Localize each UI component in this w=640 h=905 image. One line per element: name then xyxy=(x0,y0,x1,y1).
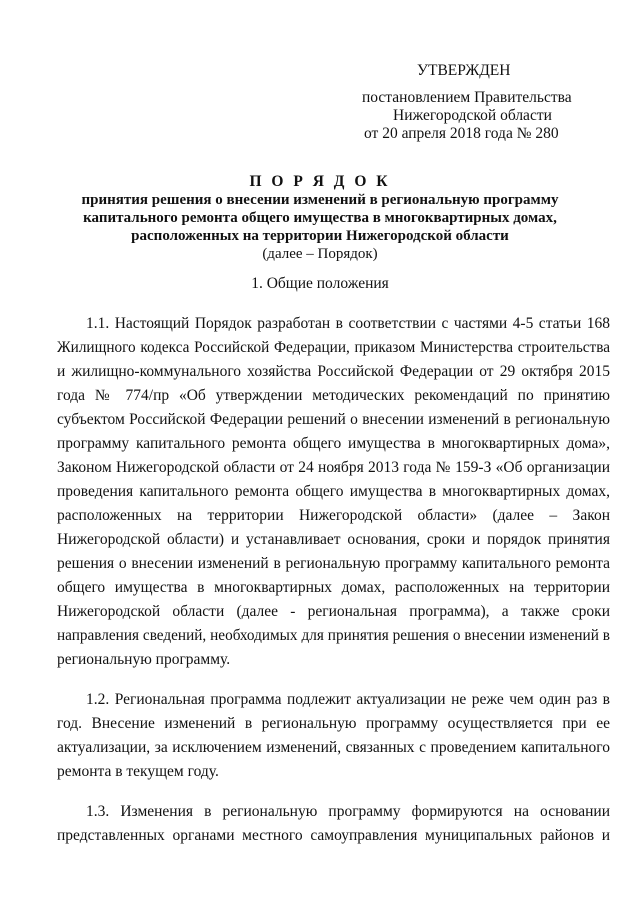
document-subtitle-line: принятия решения о внесении изменений в региональную программу xyxy=(81,192,559,208)
paragraph-line: направления сведений, необходимых для принятия решения о внесении изменений в xyxy=(57,627,610,644)
document-short-name: (далее – Порядок) xyxy=(262,246,378,262)
paragraph-line: ремонта в текущем году. xyxy=(57,763,219,780)
approval-line: Нижегородской области xyxy=(393,107,552,124)
paragraph-line: Законом Нижегородской области от 24 ноября 2013 года № 159-З «Об организации xyxy=(57,459,610,476)
paragraph-line: субъектом Российской Федерации решений о внесении изменений в региональную xyxy=(57,411,610,428)
approval-heading: УТВЕРЖДЕН xyxy=(417,62,511,79)
paragraph-line: 1.1. Настоящий Порядок разработан в соответствии с частями 4-5 статьи 168 xyxy=(86,315,610,332)
paragraph-line: года № 774/пр «Об утверждении методических рекомендаций по принятию xyxy=(57,387,610,404)
paragraph-line: расположенных на территории Нижегородской области» (далее – Закон xyxy=(57,507,610,524)
paragraph-line: Нижегородской области) и устанавливает основания, сроки и порядок принятия xyxy=(57,531,610,548)
paragraph-line: 1.3. Изменения в региональную программу формируются на основании xyxy=(86,803,610,820)
paragraph-line: программу капитального ремонта общего имущества в многоквартирных дома», xyxy=(57,435,610,452)
paragraph-line: год. Внесение изменений в региональную программу осуществляется при ее xyxy=(57,715,610,732)
paragraph-line: представленных органами местного самоуправления муниципальных районов и xyxy=(57,827,610,844)
approval-line: постановлением Правительства xyxy=(362,89,572,106)
paragraph-line: проведения капитального ремонта общего имущества в многоквартирных домах, xyxy=(57,483,610,500)
document-subtitle-line: расположенных на территории Нижегородской области xyxy=(131,228,509,244)
paragraph-line: 1.2. Региональная программа подлежит актуализации не реже чем один раз в xyxy=(86,691,610,708)
document-title: П О Р Я Д О К xyxy=(249,173,391,190)
paragraph-line: Нижегородской области (далее - региональная программа), а также сроки xyxy=(57,603,610,620)
paragraph-line: и жилищно-коммунального хозяйства Российской Федерации от 29 октября 2015 xyxy=(57,363,610,380)
paragraph-line: Жилищного кодекса Российской Федерации, приказом Министерства строительства xyxy=(57,339,610,356)
document-subtitle-line: капитального ремонта общего имущества в многоквартирных домах, xyxy=(83,210,557,226)
paragraph-line: решения о внесении изменений в региональную программу капитального ремонта xyxy=(57,555,610,572)
paragraph-line: региональную программу. xyxy=(57,651,231,668)
paragraph-line: актуализации, за исключением изменений, связанных с проведением капитального xyxy=(57,739,610,756)
section-heading: 1. Общие положения xyxy=(251,275,389,292)
paragraph-line: общего имущества в многоквартирных домах, расположенных на территории xyxy=(57,579,610,596)
approval-date-line: от 20 апреля 2018 года № 280 xyxy=(364,125,559,142)
